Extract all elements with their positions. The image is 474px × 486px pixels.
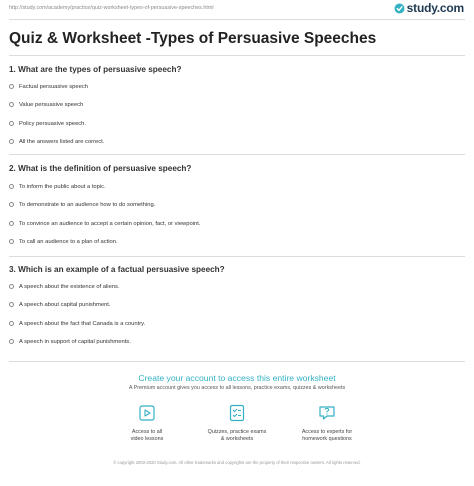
study-com-bulb-icon — [394, 3, 405, 15]
answer-option[interactable] — [9, 300, 111, 309]
expert-question-icon — [318, 404, 336, 422]
answer-text: Policy persuasive speech. — [19, 120, 87, 127]
feature-label — [277, 429, 377, 443]
page-title: Quiz & Worksheet -Types of Persuasive Speeches — [9, 30, 377, 47]
premium-description: A Premium account gives you access to all lessons, practice exams, quizzes & worksheets — [128, 385, 346, 391]
copyright-footer: © copyright 2003-2020 Study.com. All other trademarks and copyrights are the property of their respective owners. All rights reserved. — [113, 460, 361, 465]
feature-label-line: video lessons — [130, 436, 164, 442]
answer-text: A speech about capital punishment. — [19, 301, 111, 308]
answer-option[interactable] — [9, 100, 83, 109]
question-1: 1. What are the types of persuasive speech? — [9, 65, 182, 74]
answer-option[interactable] — [9, 82, 88, 91]
answer-option[interactable] — [9, 219, 200, 228]
answer-option[interactable] — [9, 282, 120, 291]
feature-quizzes — [187, 404, 287, 443]
feature-label — [187, 429, 287, 443]
page-url[interactable]: http://study.com/academy/practice/quiz-worksheet-types-of-persuasive-speeches.html — [9, 5, 214, 11]
feature-label-line: Access to experts for — [301, 429, 353, 435]
cta-divider — [9, 361, 465, 362]
radio-button[interactable] — [9, 284, 14, 289]
answer-text: Factual persuasive speech — [19, 83, 88, 90]
answer-option[interactable] — [9, 119, 86, 128]
feature-experts — [277, 404, 377, 443]
feature-label-line: homework questions — [302, 436, 352, 442]
question-2: 2. What is the definition of persuasive speech? — [9, 164, 192, 173]
radio-button[interactable] — [9, 302, 14, 307]
answer-text: To call an audience to a plan of action. — [19, 238, 118, 245]
radio-button[interactable] — [9, 121, 14, 126]
feature-label-line: & worksheets — [220, 436, 254, 442]
radio-button[interactable] — [9, 202, 14, 207]
answer-option[interactable] — [9, 182, 106, 191]
answer-option[interactable] — [9, 237, 118, 246]
radio-button[interactable] — [9, 321, 14, 326]
radio-button[interactable] — [9, 139, 14, 144]
answer-text: To convince an audience to accept a certain opinion, fact, or viewpoint. — [19, 220, 201, 227]
answer-text: To inform the public about a topic. — [19, 183, 106, 190]
video-play-icon — [138, 404, 156, 422]
question-3: 3. Which is an example of a factual persuasive speech? — [9, 265, 225, 274]
answer-text: A speech about the existence of aliens. — [19, 283, 120, 290]
create-account-link[interactable]: Create your account to access this entire worksheet — [138, 373, 336, 383]
feature-video-lessons — [97, 404, 197, 443]
answer-option[interactable] — [9, 337, 131, 346]
logo-text: study.com — [406, 1, 464, 15]
header-divider — [9, 19, 465, 20]
radio-button[interactable] — [9, 102, 14, 107]
page-header — [0, 0, 474, 19]
feature-label-line: Quizzes, practice exams — [207, 429, 267, 435]
study-com-logo[interactable] — [394, 2, 464, 15]
question-divider — [9, 256, 465, 257]
quiz-checklist-icon — [228, 404, 246, 422]
radio-button[interactable] — [9, 84, 14, 89]
answer-text: A speech about the fact that Canada is a country. — [19, 320, 146, 327]
radio-button[interactable] — [9, 339, 14, 344]
answer-text: Value persuasive speech — [19, 101, 84, 108]
feature-label-line: Access to all — [131, 429, 163, 435]
answer-text: A speech in support of capital punishments. — [19, 338, 131, 345]
answer-text: To demonstrate to an audience how to do something. — [19, 201, 156, 208]
radio-button[interactable] — [9, 184, 14, 189]
answer-option[interactable] — [9, 319, 145, 328]
title-divider — [9, 55, 465, 56]
answer-option[interactable] — [9, 137, 104, 146]
feature-label — [97, 429, 197, 443]
radio-button[interactable] — [9, 221, 14, 226]
answer-option[interactable] — [9, 200, 155, 209]
question-divider — [9, 154, 465, 155]
radio-button[interactable] — [9, 239, 14, 244]
answer-text: All the answers listed are correct. — [19, 138, 105, 145]
